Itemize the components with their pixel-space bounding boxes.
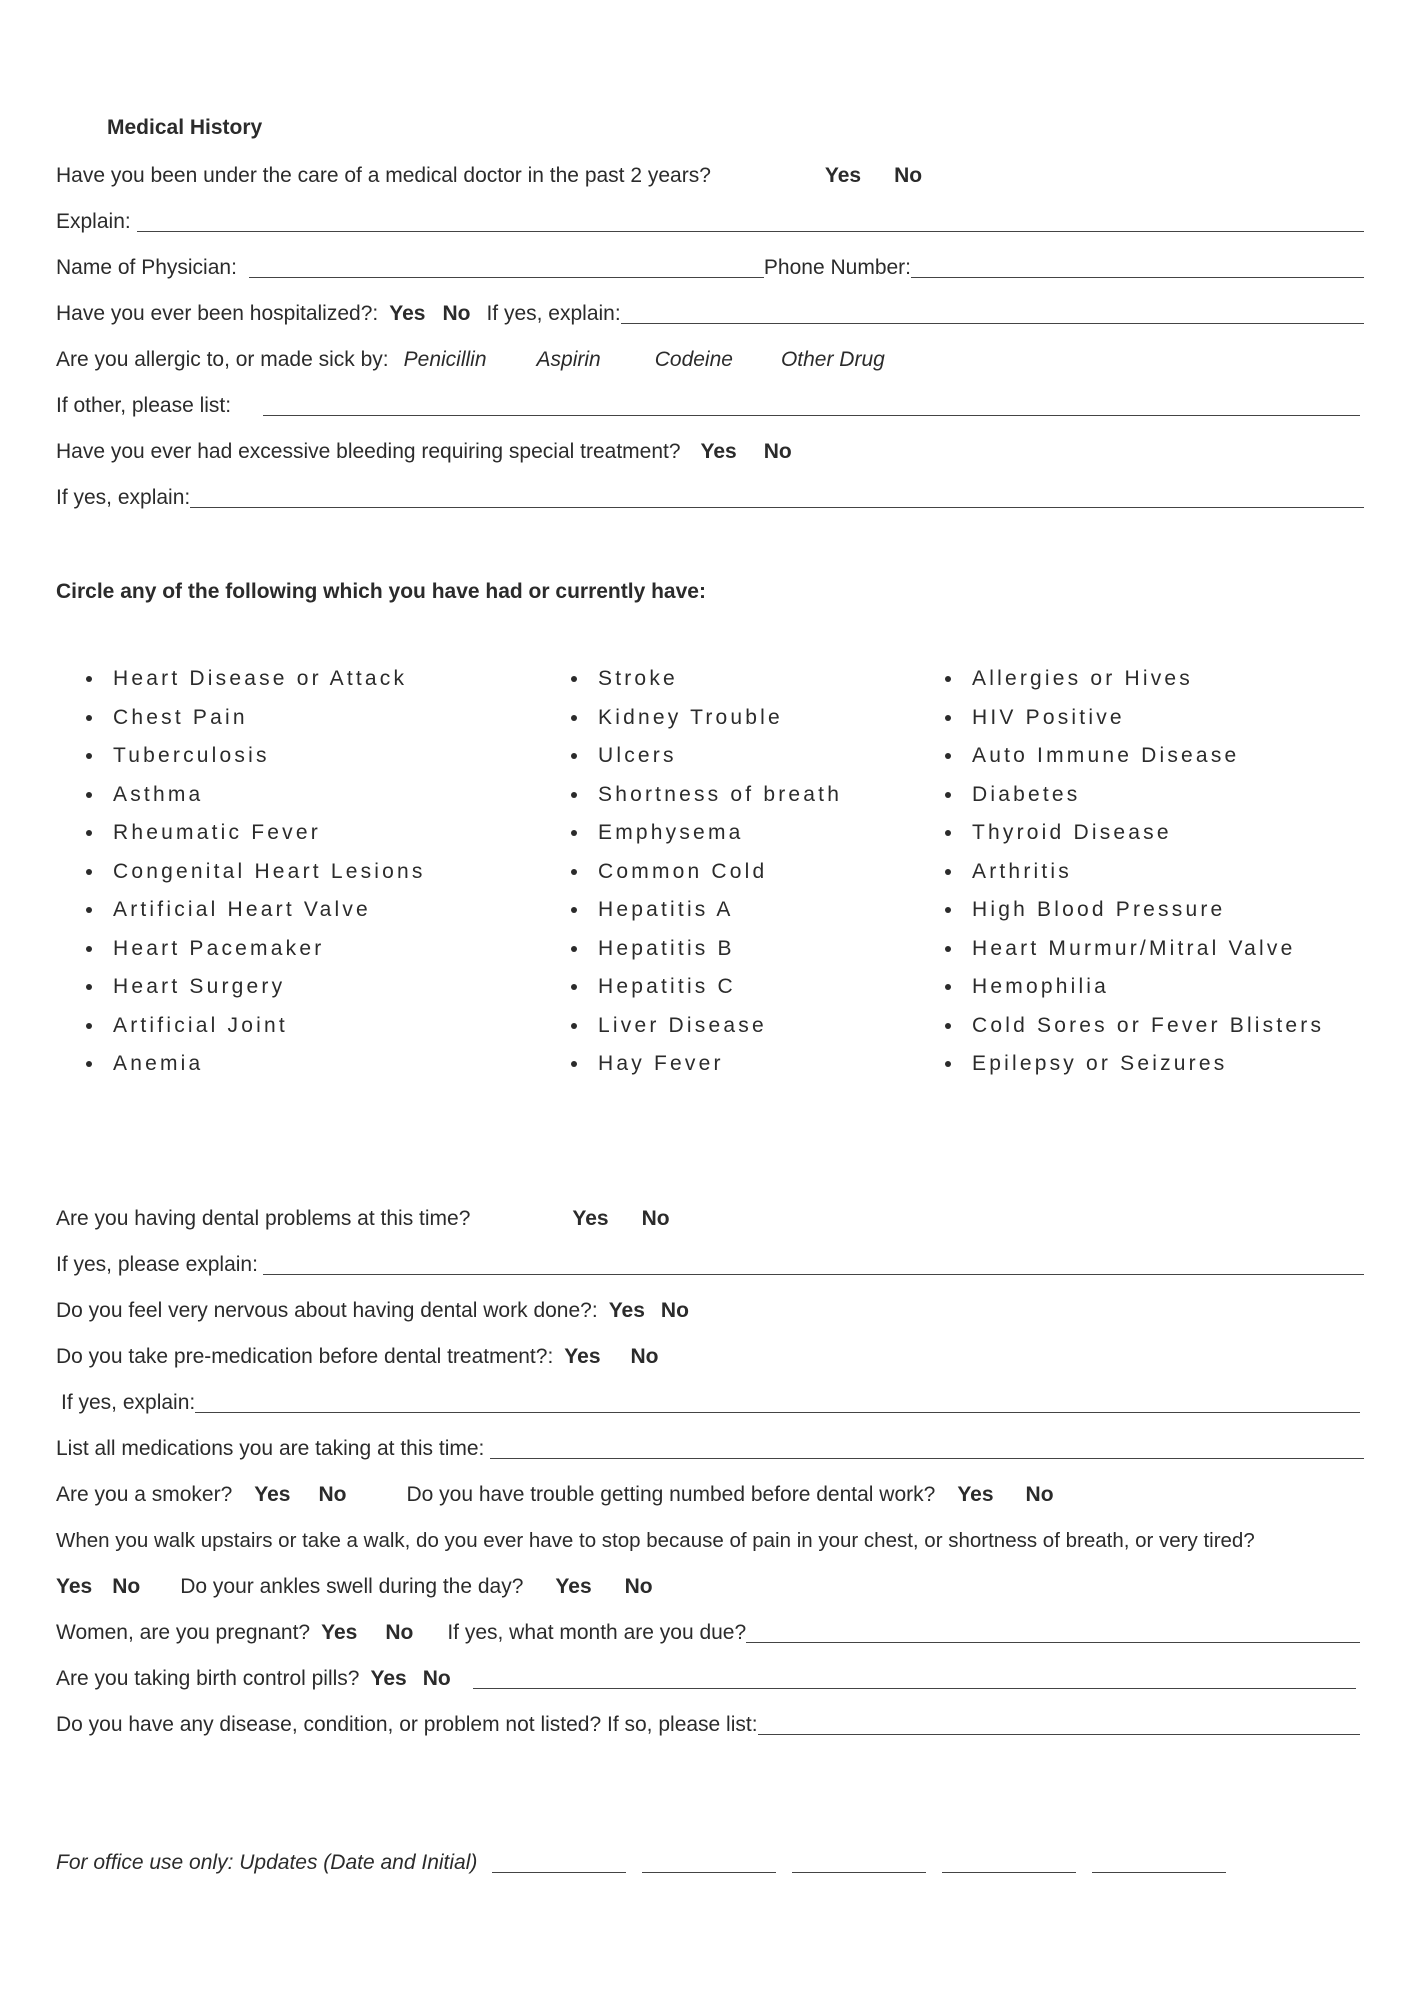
condition-item[interactable]: Hemophilia <box>915 968 1324 1007</box>
condition-item[interactable]: Epilepsy or Seizures <box>915 1045 1324 1084</box>
ankles-yes[interactable]: Yes <box>555 1575 592 1598</box>
office-use-row <box>56 1843 1226 1875</box>
bleeding-no[interactable]: No <box>763 440 792 463</box>
birth-control-field[interactable] <box>473 1668 1356 1689</box>
condition-item[interactable]: Hay Fever <box>541 1045 842 1084</box>
condition-item[interactable]: Anemia <box>56 1045 426 1084</box>
office-update-field-3[interactable] <box>792 1852 926 1873</box>
allergy-aspirin[interactable]: Aspirin <box>536 348 601 371</box>
condition-item[interactable]: Diabetes <box>915 776 1324 815</box>
office-use-label: For office use only: Updates (Date and Initial) <box>56 1851 478 1874</box>
hospitalized-yes[interactable]: Yes <box>389 302 426 325</box>
condition-item[interactable]: Allergies or Hives <box>915 660 1324 699</box>
ankles-question: Do your ankles swell during the day? <box>180 1575 524 1598</box>
condition-item[interactable]: Tuberculosis <box>56 737 426 776</box>
dental-explain-field[interactable] <box>263 1254 1364 1275</box>
allergy-penicillin[interactable]: Penicillin <box>403 348 487 371</box>
condition-item[interactable]: Shortness of breath <box>541 776 842 815</box>
birth-control-row <box>56 1659 1356 1691</box>
bleeding-row <box>56 432 1364 464</box>
condition-item[interactable]: Artificial Heart Valve <box>56 891 426 930</box>
premed-explain-row <box>56 1383 1360 1415</box>
doctor-care-yes[interactable]: Yes <box>824 164 862 187</box>
section-title: Medical History <box>107 116 263 139</box>
condition-item[interactable]: High Blood Pressure <box>915 891 1324 930</box>
numbed-yes[interactable]: Yes <box>957 1483 994 1506</box>
phone-label: Phone Number: <box>763 256 912 279</box>
phone-field[interactable] <box>911 257 1364 278</box>
hospitalized-no[interactable]: No <box>442 302 471 325</box>
condition-item[interactable]: HIV Positive <box>915 699 1324 738</box>
dental-explain-row <box>56 1245 1364 1277</box>
condition-item[interactable]: Heart Disease or Attack <box>56 660 426 699</box>
birth-control-question: Are you taking birth control pills? <box>56 1667 360 1690</box>
condition-item[interactable]: Heart Surgery <box>56 968 426 1007</box>
premed-row <box>56 1337 1364 1369</box>
other-disease-question: Do you have any disease, condition, or problem not listed? If so, please list: <box>56 1713 758 1736</box>
hospitalized-explain-field[interactable] <box>621 303 1364 324</box>
condition-item[interactable]: Auto Immune Disease <box>915 737 1324 776</box>
smoker-row <box>56 1475 1364 1507</box>
allergic-row <box>56 340 1364 372</box>
premed-explain-field[interactable] <box>195 1392 1360 1413</box>
ankles-row <box>56 1567 1364 1599</box>
explain-field[interactable] <box>137 211 1364 232</box>
premed-yes[interactable]: Yes <box>564 1345 601 1368</box>
other-list-row <box>56 386 1360 418</box>
allergy-codeine[interactable]: Codeine <box>654 348 733 371</box>
allergic-question: Are you allergic to, or made sick by: <box>56 348 389 371</box>
other-disease-row <box>56 1705 1360 1737</box>
condition-item[interactable]: Hepatitis B <box>541 930 842 969</box>
birth-control-yes[interactable]: Yes <box>370 1667 407 1690</box>
doctor-care-no[interactable]: No <box>894 164 923 187</box>
pregnant-yes[interactable]: Yes <box>321 1621 358 1644</box>
hospitalized-row <box>56 294 1364 326</box>
premed-explain-label: If yes, explain: <box>61 1391 196 1414</box>
other-disease-field[interactable] <box>758 1714 1360 1735</box>
dental-problems-no[interactable]: No <box>641 1207 670 1230</box>
conditions-column-2 <box>541 660 842 1084</box>
birth-control-no[interactable]: No <box>422 1667 451 1690</box>
condition-item[interactable]: Heart Pacemaker <box>56 930 426 969</box>
condition-item[interactable]: Hepatitis C <box>541 968 842 1007</box>
office-update-field-4[interactable] <box>942 1852 1076 1873</box>
conditions-column-3 <box>915 660 1324 1084</box>
bleeding-question: Have you ever had excessive bleeding requiring special treatment? <box>56 440 681 463</box>
allergy-other-drug[interactable]: Other Drug <box>780 348 885 371</box>
condition-item[interactable]: Arthritis <box>915 853 1324 892</box>
pregnant-question: Women, are you pregnant? <box>56 1621 311 1644</box>
due-month-label: If yes, what month are you due? <box>447 1621 747 1644</box>
medications-row <box>56 1429 1364 1461</box>
dental-problems-yes[interactable]: Yes <box>572 1207 609 1230</box>
condition-item[interactable]: Asthma <box>56 776 426 815</box>
nervous-row <box>56 1291 1364 1323</box>
other-list-field[interactable] <box>263 395 1360 416</box>
condition-item[interactable]: Common Cold <box>541 853 842 892</box>
condition-item[interactable]: Ulcers <box>541 737 842 776</box>
upstairs-row <box>56 1521 1364 1553</box>
nervous-no[interactable]: No <box>660 1299 689 1322</box>
physician-name-field[interactable] <box>249 257 764 278</box>
bleeding-explain-field[interactable] <box>190 487 1364 508</box>
premed-no[interactable]: No <box>630 1345 659 1368</box>
bleeding-yes[interactable]: Yes <box>700 440 737 463</box>
office-update-field-1[interactable] <box>492 1852 626 1873</box>
condition-item[interactable]: Congenital Heart Lesions <box>56 853 426 892</box>
condition-item[interactable]: Rheumatic Fever <box>56 814 426 853</box>
upstairs-no[interactable]: No <box>112 1575 141 1598</box>
hospitalized-question: Have you ever been hospitalized?: <box>56 302 379 325</box>
condition-item[interactable]: Kidney Trouble <box>541 699 842 738</box>
other-list-label: If other, please list: <box>56 394 232 417</box>
smoker-question: Are you a smoker? <box>56 1483 233 1506</box>
ankles-no[interactable]: No <box>624 1575 653 1598</box>
nervous-yes[interactable]: Yes <box>608 1299 645 1322</box>
dental-explain-label: If yes, please explain: <box>56 1253 258 1276</box>
explain-row <box>56 202 1364 234</box>
hospitalized-explain-label: If yes, explain: <box>486 302 621 325</box>
condition-item[interactable]: Chest Pain <box>56 699 426 738</box>
upstairs-question: When you walk upstairs or take a walk, do you ever have to stop because of pain in your chest, or shortness of breath, or very tired? <box>56 1529 1255 1552</box>
office-update-field-2[interactable] <box>642 1852 776 1873</box>
pregnant-no[interactable]: No <box>385 1621 414 1644</box>
condition-item[interactable]: Hepatitis A <box>541 891 842 930</box>
numbed-question: Do you have trouble getting numbed before dental work? <box>406 1483 936 1506</box>
medications-field[interactable] <box>490 1438 1364 1459</box>
pregnant-row <box>56 1613 1360 1645</box>
condition-item[interactable]: Cold Sores or Fever Blisters <box>915 1007 1324 1046</box>
upstairs-yes[interactable]: Yes <box>56 1575 93 1598</box>
condition-item[interactable]: Heart Murmur/Mitral Valve <box>915 930 1324 969</box>
physician-label: Name of Physician: <box>56 256 237 279</box>
office-update-field-5[interactable] <box>1092 1852 1226 1873</box>
bleeding-explain-label: If yes, explain: <box>56 486 191 509</box>
condition-item[interactable]: Emphysema <box>541 814 842 853</box>
condition-item[interactable]: Thyroid Disease <box>915 814 1324 853</box>
circle-heading: Circle any of the following which you have had or currently have: <box>56 580 706 603</box>
doctor-care-row <box>56 156 1364 188</box>
due-month-field[interactable] <box>746 1622 1360 1643</box>
smoker-yes[interactable]: Yes <box>254 1483 291 1506</box>
condition-item[interactable]: Stroke <box>541 660 842 699</box>
numbed-no[interactable]: No <box>1025 1483 1054 1506</box>
bleeding-explain-row <box>56 478 1364 510</box>
medications-label: List all medications you are taking at this time: <box>56 1437 485 1460</box>
smoker-no[interactable]: No <box>318 1483 347 1506</box>
doctor-care-question: Have you been under the care of a medical doctor in the past 2 years? <box>56 164 711 187</box>
dental-problems-question: Are you having dental problems at this time? <box>56 1207 471 1230</box>
physician-row <box>56 248 1364 280</box>
condition-item[interactable]: Liver Disease <box>541 1007 842 1046</box>
premed-question: Do you take pre-medication before dental treatment?: <box>56 1345 554 1368</box>
dental-problems-row <box>56 1199 1364 1231</box>
condition-item[interactable]: Artificial Joint <box>56 1007 426 1046</box>
explain-label: Explain: <box>56 210 131 233</box>
nervous-question: Do you feel very nervous about having dental work done?: <box>56 1299 598 1322</box>
conditions-column-1 <box>56 660 426 1084</box>
